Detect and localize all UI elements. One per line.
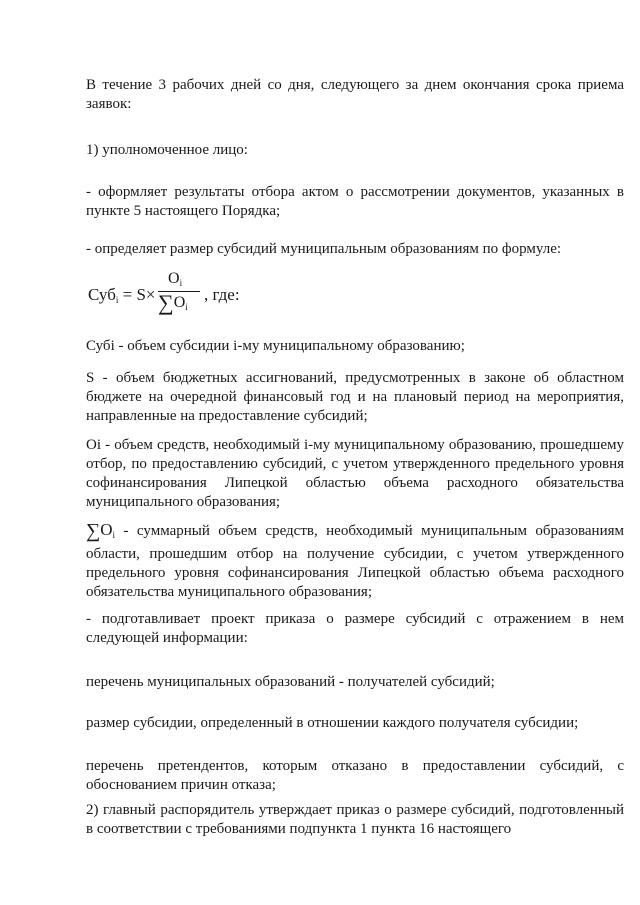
paragraph-determines-size: - определяет размер субсидий муниципальным образованиям по формуле: [86, 241, 562, 257]
paragraph-sum-oi-definition [86, 520, 624, 602]
formula-numerator: $O_i$ [168, 270, 183, 288]
sum-oi-text: - суммарный объем средств, необходимый муниципальным образованиям области, прошедшим отбор на получение субсидии, с учетом утвержденного предельного уровня софинансирования Липецкой областью объема расходного обязательства муниципального образования; [86, 523, 624, 600]
formula-tail: , где: [204, 285, 240, 304]
paragraph-authorized-person: 1) уполномоченное лицо: [86, 142, 248, 158]
sum-oi-symbol: ∑Oi [86, 520, 116, 542]
paragraph-s-definition: S - объем бюджетных ассигнований, предусмотренных в законе об областном бюджете на очередной финансовый год и на плановый период на мероприятия, направленные на предоставление субсидий; [86, 370, 624, 424]
paragraph-deadline: В течение 3 рабочих дней со дня, следующего за днем окончания срока приема заявок: [86, 77, 624, 112]
formula-denominator: $\sum O_i$ [158, 290, 188, 315]
paragraph-chief-manager: 2) главный распорядитель утверждает приказ о размере субсидий, подготовленный в соответствии с требованиями подпункта 1 пункта 16 настоящего [86, 802, 624, 837]
formula-lhs: Суб$_i$ = S× [88, 285, 156, 305]
subsidy-formula [88, 265, 388, 321]
paragraph-prepares-order: - подготавливает проект приказа о размере субсидий с отражением в нем следующей информации: [86, 611, 624, 646]
paragraph-registers-results: - оформляет результаты отбора актом о рассмотрении документов, указанных в пункте 5 настоящего Порядка; [86, 184, 624, 219]
paragraph-list-recipients: перечень муниципальных образований - получателей субсидий; [86, 674, 495, 690]
paragraph-refused-applicants: перечень претендентов, которым отказано в предоставлении субсидий, с обоснованием причин отказа; [86, 758, 624, 793]
paragraph-sub-i-definition: Субi - объем субсидии i-му муниципальному образованию; [86, 338, 465, 354]
paragraph-subsidy-amount: размер субсидии, определенный в отношении каждого получателя субсидии; [86, 715, 579, 731]
paragraph-oi-definition: Oi - объем средств, необходимый i-му муниципальному образованию, прошедшему отбор, по предоставлению субсидий, с учетом утвержденного предельного уровня софинансирования Липецкой областью объема расходного обязательства муниципального образования; [86, 437, 624, 510]
